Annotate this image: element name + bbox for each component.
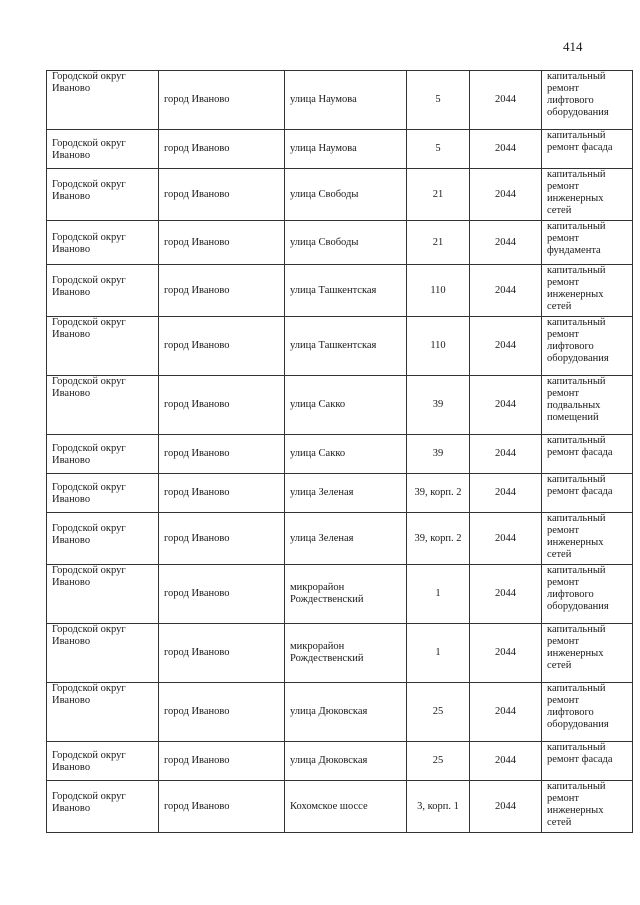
- city-cell: город Иваново: [159, 742, 285, 781]
- city-cell: город Иваново: [159, 169, 285, 221]
- table-row: [47, 474, 633, 513]
- table-row: [47, 513, 633, 565]
- year-cell: 2044: [470, 435, 542, 474]
- street-cell: микрорайон Рождественский: [285, 624, 407, 683]
- city-cell: город Иваново: [159, 624, 285, 683]
- street-cell: улица Ташкентская: [285, 265, 407, 317]
- house-cell: 25: [407, 683, 470, 742]
- work-type-cell: капитальный ремонт инженерных сетей: [542, 624, 633, 683]
- okrug-cell: Городской округ Иваново: [47, 742, 159, 781]
- okrug-cell: Городской округ Иваново: [47, 169, 159, 221]
- year-cell: 2044: [470, 624, 542, 683]
- city-cell: город Иваново: [159, 565, 285, 624]
- street-cell: улица Наумова: [285, 130, 407, 169]
- house-cell: 110: [407, 317, 470, 376]
- year-cell: 2044: [470, 742, 542, 781]
- street-cell: Кохомское шоссе: [285, 781, 407, 833]
- street-cell: микрорайон Рождественский: [285, 565, 407, 624]
- street-cell: улица Дюковская: [285, 742, 407, 781]
- table-row: [47, 565, 633, 624]
- okrug-cell: Городской округ Иваново: [47, 781, 159, 833]
- city-cell: город Иваново: [159, 683, 285, 742]
- house-cell: 21: [407, 169, 470, 221]
- okrug-cell: Городской округ Иваново: [47, 474, 159, 513]
- okrug-cell: Городской округ Иваново: [47, 221, 159, 265]
- year-cell: 2044: [470, 265, 542, 317]
- work-type-cell: капитальный ремонт инженерных сетей: [542, 513, 633, 565]
- okrug-cell: Городской округ Иваново: [47, 513, 159, 565]
- city-cell: город Иваново: [159, 130, 285, 169]
- street-cell: улица Наумова: [285, 71, 407, 130]
- house-cell: 3, корп. 1: [407, 781, 470, 833]
- year-cell: 2044: [470, 169, 542, 221]
- table-row: [47, 130, 633, 169]
- city-cell: город Иваново: [159, 317, 285, 376]
- street-cell: улица Сакко: [285, 376, 407, 435]
- okrug-cell: Городской округ Иваново: [47, 317, 159, 376]
- year-cell: 2044: [470, 376, 542, 435]
- city-cell: город Иваново: [159, 221, 285, 265]
- city-cell: город Иваново: [159, 376, 285, 435]
- street-cell: улица Дюковская: [285, 683, 407, 742]
- work-type-cell: капитальный ремонт лифтового оборудования: [542, 71, 633, 130]
- house-cell: 21: [407, 221, 470, 265]
- okrug-cell: Городской округ Иваново: [47, 435, 159, 474]
- year-cell: 2044: [470, 221, 542, 265]
- street-cell: улица Свободы: [285, 169, 407, 221]
- capital-repair-table: [46, 70, 633, 833]
- house-cell: 39, корп. 2: [407, 513, 470, 565]
- table-row: [47, 376, 633, 435]
- table-row: [47, 683, 633, 742]
- street-cell: улица Ташкентская: [285, 317, 407, 376]
- house-cell: 110: [407, 265, 470, 317]
- house-cell: 25: [407, 742, 470, 781]
- table-row: [47, 265, 633, 317]
- okrug-cell: Городской округ Иваново: [47, 565, 159, 624]
- table-row: [47, 435, 633, 474]
- table-row: [47, 624, 633, 683]
- year-cell: 2044: [470, 130, 542, 169]
- house-cell: 39, корп. 2: [407, 474, 470, 513]
- table-row: [47, 71, 633, 130]
- house-cell: 5: [407, 71, 470, 130]
- house-cell: 5: [407, 130, 470, 169]
- table-row: [47, 221, 633, 265]
- city-cell: город Иваново: [159, 265, 285, 317]
- year-cell: 2044: [470, 513, 542, 565]
- year-cell: 2044: [470, 317, 542, 376]
- work-type-cell: капитальный ремонт лифтового оборудования: [542, 317, 633, 376]
- city-cell: город Иваново: [159, 71, 285, 130]
- city-cell: город Иваново: [159, 435, 285, 474]
- year-cell: 2044: [470, 71, 542, 130]
- work-type-cell: капитальный ремонт лифтового оборудования: [542, 565, 633, 624]
- okrug-cell: Городской округ Иваново: [47, 683, 159, 742]
- work-type-cell: капитальный ремонт лифтового оборудования: [542, 683, 633, 742]
- work-type-cell: капитальный ремонт фундамента: [542, 221, 633, 265]
- year-cell: 2044: [470, 781, 542, 833]
- year-cell: 2044: [470, 565, 542, 624]
- okrug-cell: Городской округ Иваново: [47, 130, 159, 169]
- table-row: [47, 169, 633, 221]
- work-type-cell: капитальный ремонт инженерных сетей: [542, 781, 633, 833]
- street-cell: улица Сакко: [285, 435, 407, 474]
- city-cell: город Иваново: [159, 513, 285, 565]
- street-cell: улица Зеленая: [285, 513, 407, 565]
- okrug-cell: Городской округ Иваново: [47, 376, 159, 435]
- house-cell: 1: [407, 624, 470, 683]
- house-cell: 39: [407, 435, 470, 474]
- work-type-cell: капитальный ремонт подвальных помещений: [542, 376, 633, 435]
- work-type-cell: капитальный ремонт инженерных сетей: [542, 169, 633, 221]
- street-cell: улица Зеленая: [285, 474, 407, 513]
- work-type-cell: капитальный ремонт фасада: [542, 130, 633, 169]
- okrug-cell: Городской округ Иваново: [47, 265, 159, 317]
- work-type-cell: капитальный ремонт фасада: [542, 435, 633, 474]
- city-cell: город Иваново: [159, 474, 285, 513]
- year-cell: 2044: [470, 683, 542, 742]
- table-row: [47, 742, 633, 781]
- house-cell: 1: [407, 565, 470, 624]
- okrug-cell: Городской округ Иваново: [47, 624, 159, 683]
- city-cell: город Иваново: [159, 781, 285, 833]
- house-cell: 39: [407, 376, 470, 435]
- street-cell: улица Свободы: [285, 221, 407, 265]
- okrug-cell: Городской округ Иваново: [47, 71, 159, 130]
- table-row: [47, 317, 633, 376]
- work-type-cell: капитальный ремонт инженерных сетей: [542, 265, 633, 317]
- year-cell: 2044: [470, 474, 542, 513]
- work-type-cell: капитальный ремонт фасада: [542, 742, 633, 781]
- work-type-cell: капитальный ремонт фасада: [542, 474, 633, 513]
- table-row: [47, 781, 633, 833]
- page-number: 414: [563, 39, 583, 54]
